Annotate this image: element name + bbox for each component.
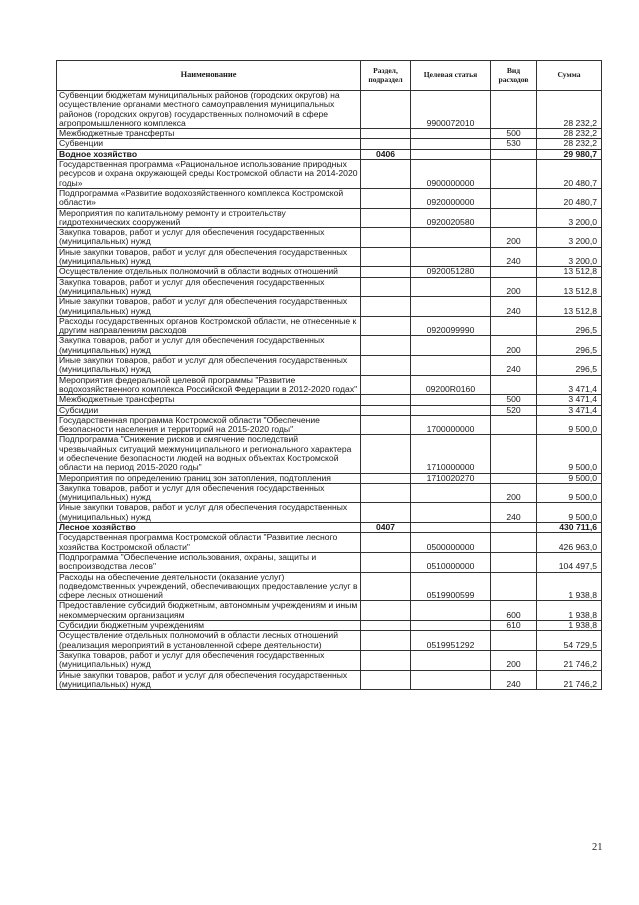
row-article-cell <box>411 670 491 690</box>
row-article-cell <box>411 228 491 248</box>
row-section-cell <box>361 572 411 601</box>
table-row <box>57 228 602 248</box>
table-row <box>57 247 602 267</box>
row-sum-cell: 54 729,5 <box>537 631 602 651</box>
table-row <box>57 129 602 139</box>
row-sum-cell: 9 500,0 <box>537 435 602 473</box>
table-header <box>57 61 602 91</box>
row-article-cell: 0920099990 <box>411 316 491 336</box>
row-sum-cell: 9 500,0 <box>537 503 602 523</box>
row-name-cell: Закупка товаров, работ и услуг для обеспечения государственных (муниципальных) нужд <box>57 277 361 297</box>
row-article-cell <box>411 601 491 621</box>
row-sum-cell: 20 480,7 <box>537 188 602 208</box>
row-name-cell: Субсидии <box>57 405 361 415</box>
row-sum-cell: 9 500,0 <box>537 415 602 435</box>
row-sum-cell: 296,5 <box>537 356 602 376</box>
table-row <box>57 621 602 631</box>
row-sum-cell: 28 232,2 <box>537 91 602 129</box>
row-vid-cell: 530 <box>491 139 537 149</box>
row-sum-cell: 13 512,8 <box>537 277 602 297</box>
row-vid-cell <box>491 572 537 601</box>
row-name-cell: Межбюджетные трансферты <box>57 395 361 405</box>
table-row <box>57 149 602 159</box>
row-article-cell: 0500000000 <box>411 533 491 553</box>
row-name-cell: Закупка товаров, работ и услуг для обеспечения государственных (муниципальных) нужд <box>57 650 361 670</box>
row-sum-cell: 28 232,2 <box>537 139 602 149</box>
row-article-cell <box>411 503 491 523</box>
table-row <box>57 375 602 395</box>
row-vid-cell <box>491 435 537 473</box>
row-sum-cell: 296,5 <box>537 316 602 336</box>
row-sum-cell: 13 512,8 <box>537 297 602 317</box>
table-row <box>57 631 602 651</box>
table-row <box>57 601 602 621</box>
row-name-cell: Иные закупки товаров, работ и услуг для обеспечения государственных (муниципальных) нужд <box>57 247 361 267</box>
table-row <box>57 473 602 483</box>
row-name-cell: Подпрограмма "Обеспечение использования, охраны, защиты и воспроизводства лесов" <box>57 552 361 572</box>
row-section-cell <box>361 188 411 208</box>
row-name-cell: Закупка товаров, работ и услуг для обеспечения государственных (муниципальных) нужд <box>57 228 361 248</box>
row-vid-cell <box>491 208 537 228</box>
row-name-cell: Подпрограмма "Снижение рисков и смягчение последствий чрезвычайных ситуаций межмуниципального и регионального характера и обеспечение безопасности людей на водных объектах Костромской области на период 2015-2020 годы" <box>57 435 361 473</box>
row-name-cell: Лесное хозяйство <box>57 523 361 533</box>
row-name-cell: Осуществление отдельных полномочий в области водных отношений <box>57 267 361 277</box>
row-section-cell: 0406 <box>361 149 411 159</box>
row-vid-cell <box>491 533 537 553</box>
row-sum-cell: 3 200,0 <box>537 228 602 248</box>
row-vid-cell: 600 <box>491 601 537 621</box>
row-article-cell <box>411 523 491 533</box>
row-section-cell <box>361 473 411 483</box>
row-vid-cell: 240 <box>491 297 537 317</box>
row-sum-cell: 29 980,7 <box>537 149 602 159</box>
row-section-cell <box>361 129 411 139</box>
row-section-cell <box>361 228 411 248</box>
table-row <box>57 415 602 435</box>
row-vid-cell <box>491 188 537 208</box>
row-sum-cell: 9 500,0 <box>537 473 602 483</box>
row-vid-cell: 200 <box>491 650 537 670</box>
row-vid-cell <box>491 631 537 651</box>
row-vid-cell: 240 <box>491 670 537 690</box>
row-sum-cell: 104 497,5 <box>537 552 602 572</box>
table-row <box>57 670 602 690</box>
table-row <box>57 160 602 189</box>
row-article-cell: 0920000000 <box>411 188 491 208</box>
row-section-cell <box>361 160 411 189</box>
header-section: Раздел, подраздел <box>361 61 411 91</box>
row-sum-cell: 3 471,4 <box>537 405 602 415</box>
row-article-cell <box>411 277 491 297</box>
table-row <box>57 188 602 208</box>
row-vid-cell: 200 <box>491 228 537 248</box>
row-article-cell <box>411 405 491 415</box>
row-vid-cell <box>491 523 537 533</box>
row-vid-cell: 240 <box>491 503 537 523</box>
row-name-cell: Предоставление субсидий бюджетным, автономным учреждениям и иным некоммерческим организациям <box>57 601 361 621</box>
row-name-cell: Субсидии бюджетным учреждениям <box>57 621 361 631</box>
row-article-cell <box>411 621 491 631</box>
row-name-cell: Субвенции бюджетам муниципальных районов (городских округов) на осуществление органами местного самоуправления муниципальных районов (городских округов) государственных полномочий в сфере агропромышленного комплекса <box>57 91 361 129</box>
row-article-cell <box>411 356 491 376</box>
row-name-cell: Расходы на обеспечение деятельности (оказание услуг) подведомственных учреждений, обеспечивающих предоставление услуг в сфере лесных отношений <box>57 572 361 601</box>
row-sum-cell: 3 200,0 <box>537 208 602 228</box>
row-section-cell <box>361 91 411 129</box>
row-section-cell <box>361 208 411 228</box>
row-article-cell: 1710000000 <box>411 435 491 473</box>
budget-table-sheet <box>56 60 601 690</box>
table-row <box>57 503 602 523</box>
table-row <box>57 139 602 149</box>
row-sum-cell: 21 746,2 <box>537 650 602 670</box>
row-vid-cell: 500 <box>491 395 537 405</box>
row-sum-cell: 3 200,0 <box>537 247 602 267</box>
row-section-cell <box>361 650 411 670</box>
row-article-cell <box>411 336 491 356</box>
table-row <box>57 208 602 228</box>
row-vid-cell: 200 <box>491 336 537 356</box>
row-name-cell: Субвенции <box>57 139 361 149</box>
table-row <box>57 533 602 553</box>
row-name-cell: Мероприятия по капитальному ремонту и строительству гидротехнических сооружений <box>57 208 361 228</box>
row-vid-cell: 200 <box>491 277 537 297</box>
row-article-cell: 9900072010 <box>411 91 491 129</box>
row-section-cell: 0407 <box>361 523 411 533</box>
header-article: Целевая статья <box>411 61 491 91</box>
row-name-cell: Государственная программа «Рациональное использование природных ресурсов и охрана окружающей среды Костромской области на 2014-2020 годы» <box>57 160 361 189</box>
row-article-cell: 0519951292 <box>411 631 491 651</box>
row-article-cell <box>411 139 491 149</box>
table-body <box>57 91 602 690</box>
row-article-cell: 1710020270 <box>411 473 491 483</box>
row-vid-cell: 500 <box>491 129 537 139</box>
table-row <box>57 356 602 376</box>
row-name-cell: Иные закупки товаров, работ и услуг для обеспечения государственных (муниципальных) нужд <box>57 670 361 690</box>
row-name-cell: Мероприятия федеральной целевой программы "Развитие водохозяйственного комплекса Российской Федерации в 2012-2020 годах" <box>57 375 361 395</box>
row-article-cell <box>411 149 491 159</box>
budget-table <box>56 60 602 690</box>
row-section-cell <box>361 375 411 395</box>
row-name-cell: Государственная программа Костромской области "Обеспечение безопасности населения и территорий на 2015-2020 годы" <box>57 415 361 435</box>
row-name-cell: Расходы государственных органов Костромской области, не отнесенные к другим направлениям расходов <box>57 316 361 336</box>
row-sum-cell: 1 938,8 <box>537 621 602 631</box>
row-section-cell <box>361 247 411 267</box>
row-name-cell: Межбюджетные трансферты <box>57 129 361 139</box>
row-name-cell: Подпрограмма «Развитие водохозяйственного комплекса Костромской области» <box>57 188 361 208</box>
table-row <box>57 405 602 415</box>
row-sum-cell: 3 471,4 <box>537 375 602 395</box>
row-sum-cell: 28 232,2 <box>537 129 602 139</box>
row-section-cell <box>361 316 411 336</box>
row-section-cell <box>361 297 411 317</box>
row-article-cell <box>411 297 491 317</box>
row-section-cell <box>361 483 411 503</box>
row-section-cell <box>361 395 411 405</box>
row-article-cell: 0510000000 <box>411 552 491 572</box>
header-name: Наименование <box>57 61 361 91</box>
row-name-cell: Государственная программа Костромской области "Развитие лесного хозяйства Костромской области" <box>57 533 361 553</box>
row-sum-cell: 13 512,8 <box>537 267 602 277</box>
row-article-cell <box>411 650 491 670</box>
row-vid-cell <box>491 415 537 435</box>
header-vid: Вид расходов <box>491 61 537 91</box>
row-article-cell: 09200R0160 <box>411 375 491 395</box>
row-vid-cell <box>491 316 537 336</box>
row-section-cell <box>361 356 411 376</box>
row-vid-cell: 610 <box>491 621 537 631</box>
row-vid-cell: 240 <box>491 247 537 267</box>
row-name-cell: Мероприятия по определению границ зон затопления, подтопления <box>57 473 361 483</box>
row-vid-cell <box>491 160 537 189</box>
row-sum-cell: 1 938,8 <box>537 572 602 601</box>
row-sum-cell: 296,5 <box>537 336 602 356</box>
row-section-cell <box>361 405 411 415</box>
row-section-cell <box>361 267 411 277</box>
row-section-cell <box>361 621 411 631</box>
row-section-cell <box>361 435 411 473</box>
row-vid-cell <box>491 375 537 395</box>
table-row <box>57 297 602 317</box>
table-row <box>57 552 602 572</box>
table-row <box>57 336 602 356</box>
row-name-cell: Иные закупки товаров, работ и услуг для обеспечения государственных (муниципальных) нужд <box>57 503 361 523</box>
row-name-cell: Водное хозяйство <box>57 149 361 159</box>
table-row <box>57 91 602 129</box>
row-sum-cell: 20 480,7 <box>537 160 602 189</box>
table-row <box>57 572 602 601</box>
table-row <box>57 483 602 503</box>
row-sum-cell: 426 963,0 <box>537 533 602 553</box>
row-vid-cell <box>491 552 537 572</box>
row-sum-cell: 3 471,4 <box>537 395 602 405</box>
row-vid-cell: 240 <box>491 356 537 376</box>
row-article-cell <box>411 483 491 503</box>
row-article-cell <box>411 129 491 139</box>
row-section-cell <box>361 139 411 149</box>
row-article-cell: 1700000000 <box>411 415 491 435</box>
row-section-cell <box>361 601 411 621</box>
row-section-cell <box>361 670 411 690</box>
row-sum-cell: 21 746,2 <box>537 670 602 690</box>
row-name-cell: Закупка товаров, работ и услуг для обеспечения государственных (муниципальных) нужд <box>57 336 361 356</box>
table-row <box>57 316 602 336</box>
row-article-cell: 0920051280 <box>411 267 491 277</box>
row-section-cell <box>361 415 411 435</box>
row-section-cell <box>361 631 411 651</box>
row-vid-cell <box>491 149 537 159</box>
row-section-cell <box>361 503 411 523</box>
row-article-cell: 0920020580 <box>411 208 491 228</box>
row-vid-cell: 200 <box>491 483 537 503</box>
row-vid-cell <box>491 91 537 129</box>
row-section-cell <box>361 277 411 297</box>
table-row <box>57 435 602 473</box>
row-vid-cell <box>491 473 537 483</box>
row-article-cell: 0519900599 <box>411 572 491 601</box>
row-vid-cell: 520 <box>491 405 537 415</box>
table-row <box>57 277 602 297</box>
header-sum: Сумма <box>537 61 602 91</box>
row-sum-cell: 430 711,6 <box>537 523 602 533</box>
row-vid-cell <box>491 267 537 277</box>
row-article-cell <box>411 395 491 405</box>
row-section-cell <box>361 336 411 356</box>
table-row <box>57 395 602 405</box>
table-row <box>57 523 602 533</box>
table-row <box>57 267 602 277</box>
row-sum-cell: 9 500,0 <box>537 483 602 503</box>
row-section-cell <box>361 533 411 553</box>
row-name-cell: Осуществление отдельных полномочий в области лесных отношений (реализация мероприятий в установленной сфере деятельности) <box>57 631 361 651</box>
row-section-cell <box>361 552 411 572</box>
row-sum-cell: 1 938,8 <box>537 601 602 621</box>
page-number: 21 <box>592 842 603 853</box>
table-row <box>57 650 602 670</box>
row-name-cell: Иные закупки товаров, работ и услуг для обеспечения государственных (муниципальных) нужд <box>57 356 361 376</box>
row-name-cell: Закупка товаров, работ и услуг для обеспечения государственных (муниципальных) нужд <box>57 483 361 503</box>
row-article-cell: 0900000000 <box>411 160 491 189</box>
row-name-cell: Иные закупки товаров, работ и услуг для обеспечения государственных (муниципальных) нужд <box>57 297 361 317</box>
row-article-cell <box>411 247 491 267</box>
